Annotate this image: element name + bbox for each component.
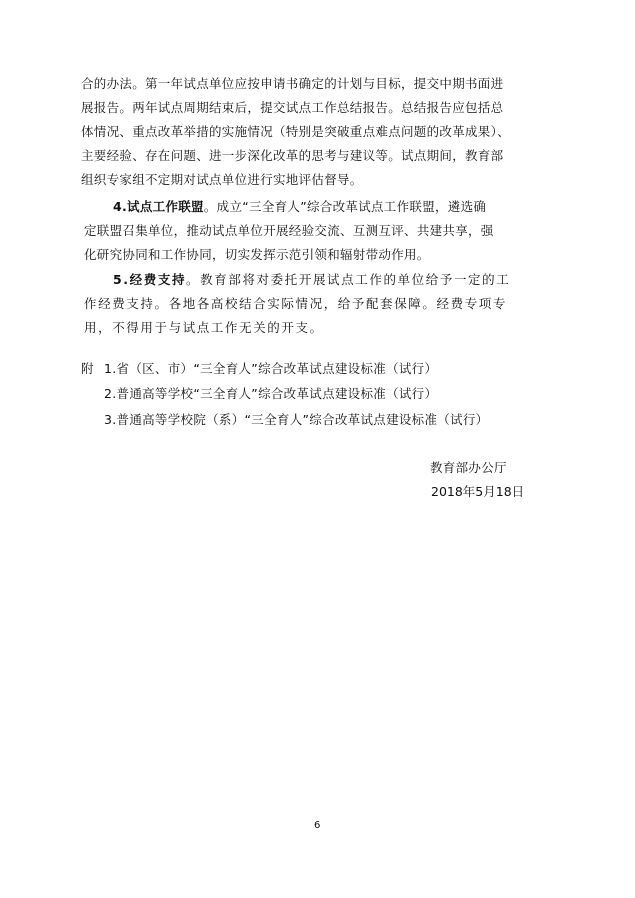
attachment-item-2: 2.普通高等学校“三全育人”综合改革试点建设标准（试行） xyxy=(104,386,438,401)
section-5-line-2: 作经费支持。各地各高校结合实际情况，给予配套保障。经费专项专 xyxy=(84,296,508,311)
intro-line-4: 主要经验、存在问题、进一步深化改革的思考与建议等。试点期间，教育部 xyxy=(81,148,504,163)
issue-date: 2018年5月18日 xyxy=(431,484,525,499)
issuer-name: 教育部办公厅 xyxy=(430,460,507,475)
intro-line-2: 展报告。两年试点周期结束后，提交试点工作总结报告。总结报告应包括总 xyxy=(81,100,504,115)
intro-line-3: 体情况、重点改革举措的实施情况（特别是突破重点难点问题的改革成果）、 xyxy=(81,124,510,139)
attachments-label: 附 xyxy=(81,361,94,376)
section-5-text: 。教育部将对委托开展试点工作的单位给予一定的工 xyxy=(186,272,511,287)
attachment-item-1: 1.省（区、市）“三全育人”综合改革试点建设标准（试行） xyxy=(104,361,438,376)
section-4-line-2: 定联盟召集单位，推动试点单位开展经验交流、互测互评、共建共享，强 xyxy=(84,223,494,238)
attachment-item-3: 3.普通高等学校院（系）“三全育人”综合改革试点建设标准（试行） xyxy=(104,412,489,427)
section-5-heading: 5.经费支持 xyxy=(113,272,187,287)
section-4-heading: 4.试点工作联盟 xyxy=(113,199,204,214)
section-4-line-1 xyxy=(113,199,486,215)
section-4-line-3: 化研究协同和工作协同，切实发挥示范引领和辐射带动作用。 xyxy=(84,247,430,262)
section-4-text: 。成立“三全育人”综合改革试点工作联盟，遴选确 xyxy=(203,199,487,214)
section-5-line-1 xyxy=(113,272,510,288)
section-5-line-3: 用，不得用于与试点工作无关的开支。 xyxy=(84,320,324,335)
intro-line-1: 合的办法。第一年试点单位应按申请书确定的计划与目标，提交中期书面进 xyxy=(81,76,504,91)
intro-line-5: 组织专家组不定期对试点单位进行实地评估督导。 xyxy=(81,172,363,187)
page-number: 6 xyxy=(314,820,321,831)
